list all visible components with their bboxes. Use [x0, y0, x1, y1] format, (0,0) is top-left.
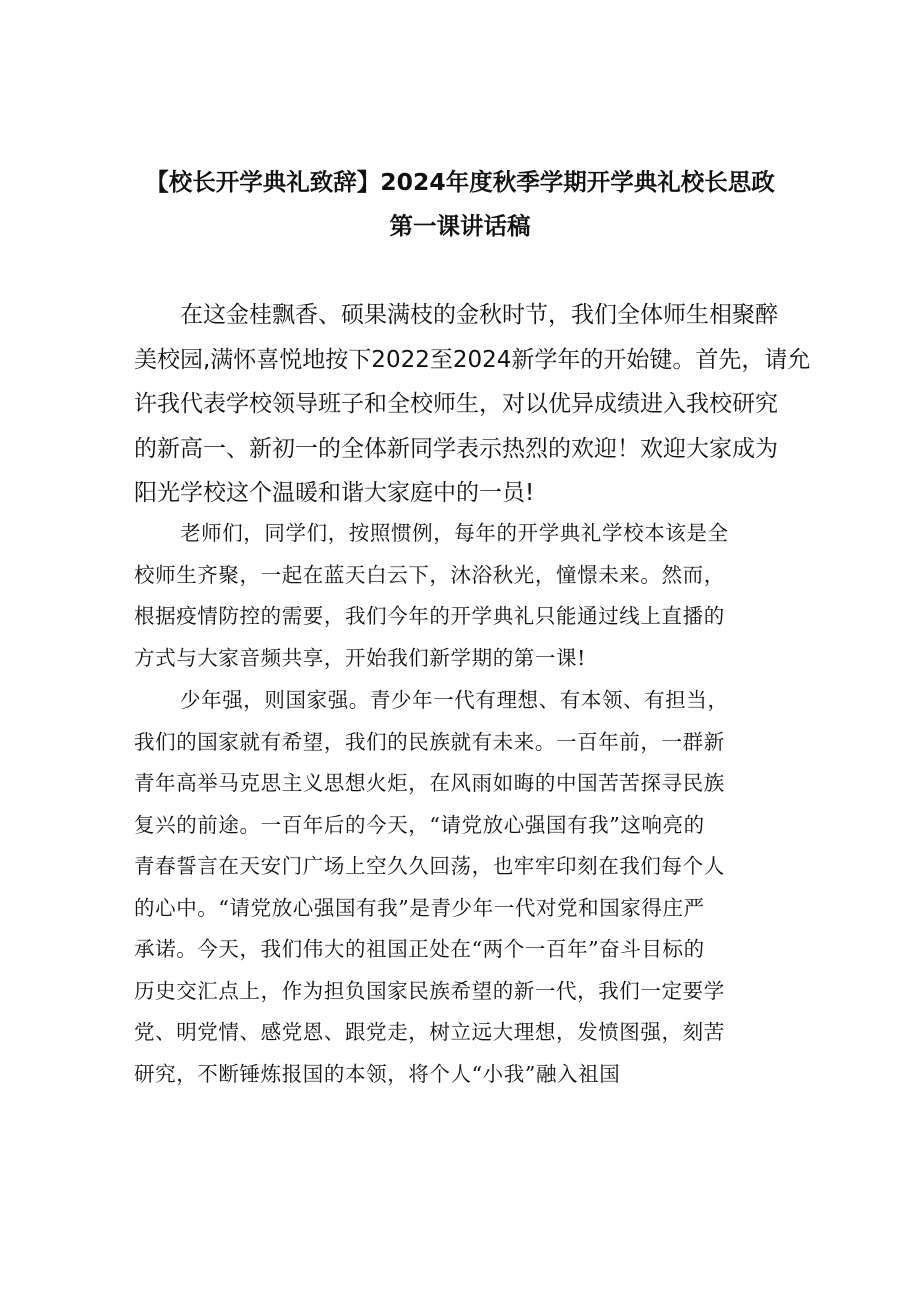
text-line: 我们的国家就有希望，我们的民族就有未来。一百年前，一群新 [134, 729, 725, 754]
document-title [120, 160, 800, 248]
text-line: 根据疫情防控的需要，我们今年的开学典礼只能通过线上直播的 [134, 604, 725, 628]
text-line: 阳光学校这个温暖和谐大家庭中的一员! [134, 480, 535, 506]
text-line: 校师生齐聚，一起在蓝天白云下，沐浴秋光，憧憬未来。然而， [134, 562, 725, 587]
text-line: 承诺。今天，我们伟大的祖国正处在“两个一百年”奋斗目标的 [134, 937, 705, 961]
text-line: 复兴的前途。一百年后的今天，“请党放心强国有我”这响亮的 [134, 812, 705, 837]
paragraph-welcome [134, 293, 811, 516]
text-line: 在这金桂飘香、硕果满枝的金秋时节，我们全体师生相聚醉 [180, 302, 778, 328]
text-line: 美校园,满怀喜悦地按下2022至2024新学年的开始键。首先，请允 [134, 346, 811, 373]
text-line: 老师们，同学们，按照惯例，每年的开学典礼学校本该是全 [180, 521, 729, 545]
text-line: 青年高举马克思主义思想火炬，在风雨如晦的中国苦苦探寻民族 [134, 771, 725, 795]
text-line: 历史交汇点上，作为担负国家民族希望的新一代，我们一定要学 [134, 978, 725, 1003]
text-line: 许我代表学校领导班子和全校师生，对以优异成绩进入我校研究 [134, 391, 778, 417]
text-line: 的新高一、新初一的全体新同学表示热烈的欢迎！欢迎大家成为 [134, 435, 778, 462]
text-line: 的心中。“请党放心强国有我”是青少年一代对党和国家得庄严 [134, 895, 705, 920]
title-line: 【校长开学典礼致辞】2024年度秋季学期开学典礼校长思政 [145, 168, 775, 196]
text-line: 研究，不断锤炼报国的本领，将个人“小我”融入祖国 [134, 1061, 621, 1086]
paragraph-online-ceremony [134, 513, 790, 679]
text-line: 党、明党情、感党恩、跟党走，树立远大理想，发愤图强，刻苦 [134, 1020, 725, 1044]
text-line: 青春誓言在天安门广场上空久久回荡，也牢牢印刻在我们每个人 [134, 854, 725, 878]
title-line: 第一课讲话稿 [389, 212, 531, 240]
text-line: 少年强，则国家强。青少年一代有理想、有本领、有担当， [180, 688, 729, 712]
text-line: 方式与大家音频共享，开始我们新学期的第一课! [134, 645, 586, 670]
paragraph-youth-strong [134, 680, 790, 1095]
